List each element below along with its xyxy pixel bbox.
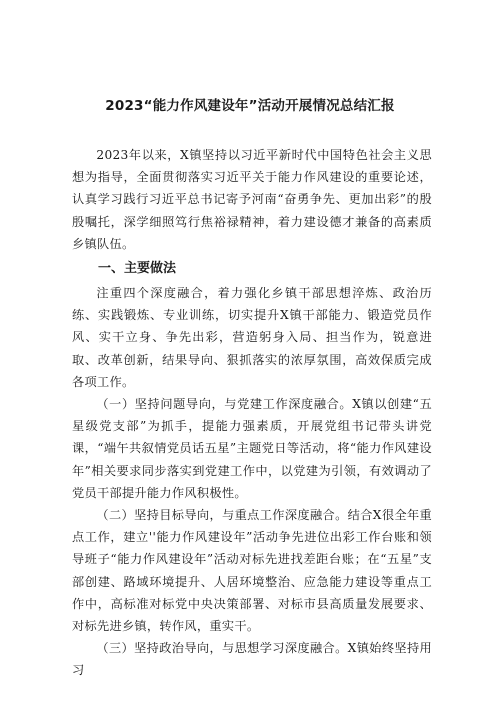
section-heading-main-practices: 一、主要做法 [98,261,177,277]
document-title: 2023“能力作风建设年”活动开展情况总结汇报 [105,98,395,114]
item-paragraph-2: （二）坚持目标导向，与重点工作深度融合。结合X很全年重点工作，建立''能力作风建设年”活动争先进位出彩工作台账和领导班子“能力作风建设年”活动对标先进找差距台账；在“五星”支部创建、路域环境提升、人居环境整治、应急能力建设等重点工作中，高标准对标党中央决策部署、对标市县高质量发展要求、对标先进乡镇，转作风，重实干。 [72,508,432,634]
document-body [72,144,432,682]
item-paragraph-1: （一）坚持问题导向，与党建工作深度融合。X镇以创建“五星级党支部”为抓手，提能力强素质，开展党组书记带头讲党课，“端午共叙情党员话五星”主题党日等活动，将“能力作风建设年”相关要求同步落实到党建工作中，以党建为引领，有效调动了党员干部提升能力作风积极性。 [72,397,432,500]
item-paragraph-3: （三）坚持政治导向，与思想学习深度融合。X镇始终坚持用习 [72,641,432,678]
intro-paragraph: 2023年以来，X镇坚持以习近平新时代中国特色社会主义思想为指导，全面贯彻落实习近平关于能力作风建设的重要论述，认真学习践行习近平总书记寄予河南“奋勇争先、更加出彩”的殷殷嘱托，深学细照笃行焦裕禄精神，着力建设德才兼备的高素质乡镇队伍。 [72,148,432,251]
section-intro-paragraph: 注重四个深度融合，着力强化乡镇干部思想淬炼、政治历练、实践锻炼、专业训练，切实提升X镇干部能力、锻造党员作风、实干立身、争先出彩，营造躬身入局、担当作为，锐意进取、改革创新，结果导向、狠抓落实的浓厚氛围，高效保质完成各项工作。 [72,286,432,389]
